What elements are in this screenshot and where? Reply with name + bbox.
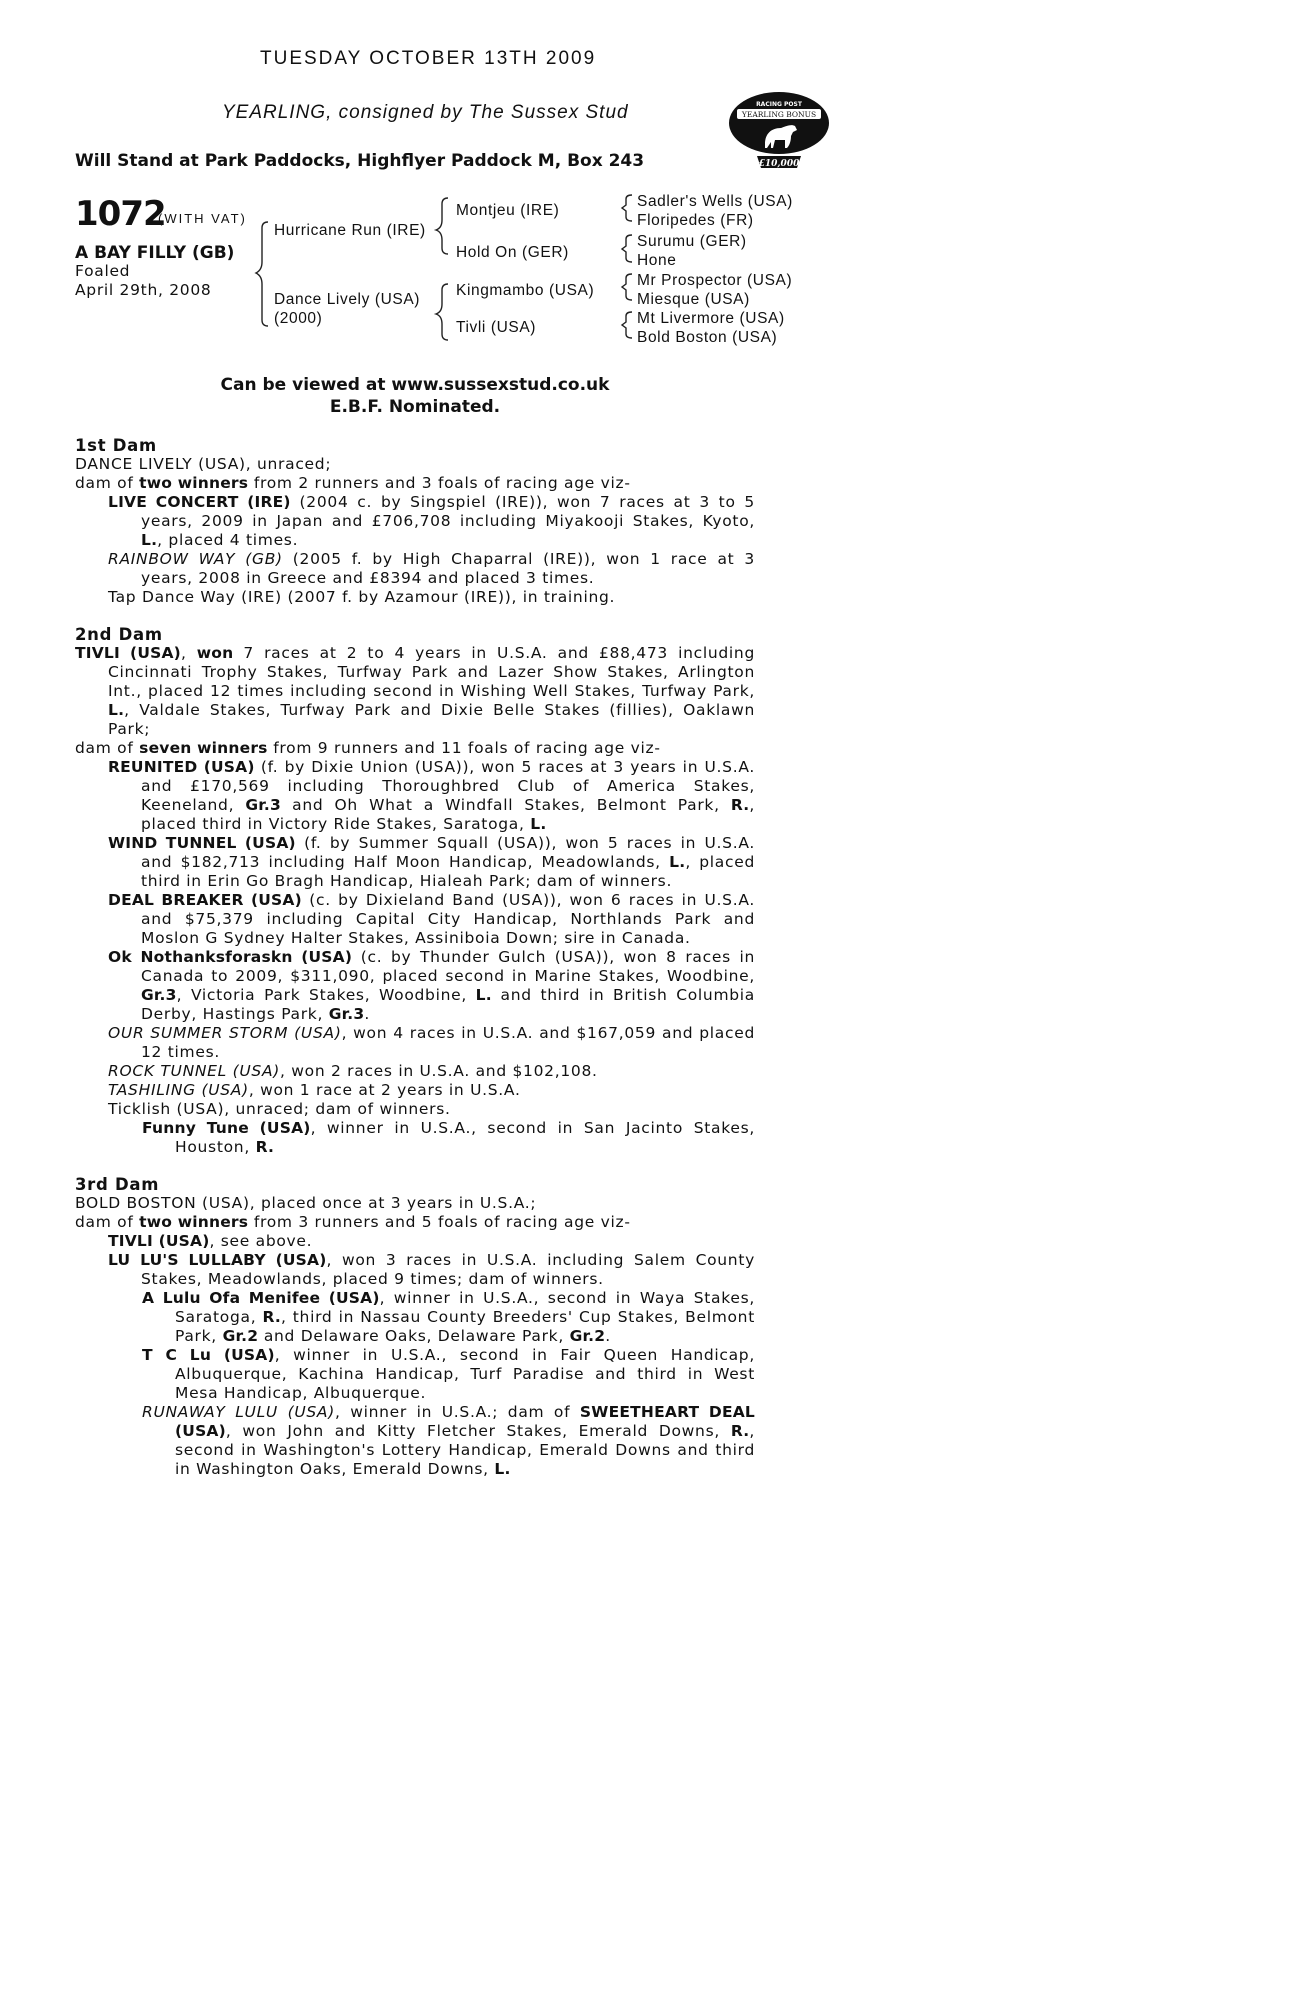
pedigree-g6: Miesque (USA) <box>637 291 750 308</box>
list-item: Tap Dance Way (IRE) (2007 f. by Azamour (IRE)), in training. <box>108 588 616 606</box>
list-item: Ok Nothanksforaskn (USA) (c. by Thunder Gulch (USA)), won 8 races in Canada to 2009, $311,090, placed second in Marine Stakes, Woodbine, Gr.3, Victoria Park Stakes, Woodbine, L. and third in British Columbia Derby, Hastings Park, Gr.3. <box>108 948 755 1023</box>
list-item: TIVLI (USA), see above. <box>108 1232 313 1250</box>
list-item: DEAL BREAKER (USA) (c. by Dixieland Band (USA)), won 6 races in U.S.A. and $75,379 including Capital City Handicap, Northlands Park and Moslon G Sydney Halter Stakes, Assiniboia Down; sire in Canada. <box>108 891 755 947</box>
list-item: A Lulu Ofa Menifee (USA), winner in U.S.A., second in Waya Stakes, Saratoga, R., third in Nassau County Breeders' Cup Stakes, Belmont Park, Gr.2 and Delaware Oaks, Delaware Park, Gr.2. <box>142 1289 755 1345</box>
sale-date: TUESDAY OCTOBER 13TH 2009 <box>260 48 597 69</box>
pedigree-sire-sire: Montjeu (IRE) <box>456 202 560 219</box>
list-item: Ticklish (USA), unraced; dam of winners. <box>108 1100 451 1118</box>
third-dam-line: BOLD BOSTON (USA), placed once at 3 years in U.S.A.; <box>75 1194 537 1212</box>
list-item: Funny Tune (USA), winner in U.S.A., second in San Jacinto Stakes, Houston, R. <box>142 1119 756 1156</box>
list-item: RAINBOW WAY (GB) (2005 f. by High Chaparral (IRE)), won 1 race at 3 years, 2008 in Greece and £8394 and placed 3 times. <box>108 550 755 587</box>
viewing-note: Can be viewed at www.sussexstud.co.uk <box>220 375 610 395</box>
pedigree-g1: Sadler's Wells (USA) <box>637 193 793 210</box>
list-item: RUNAWAY LULU (USA), winner in U.S.A.; dam of SWEETHEART DEAL (USA), won John and Kitty Fletcher Stakes, Emerald Downs, R., second in Washington's Lottery Handicap, Emerald Downs and third in Washington Oaks, Emerald Downs, L. <box>142 1403 756 1478</box>
third-dam-heading: 3rd Dam <box>75 1175 160 1194</box>
first-dam-produce-summary: dam of two winners from 2 runners and 3 foals of racing age viz- <box>75 474 631 492</box>
pedigree-sire-dam: Hold On (GER) <box>456 244 569 261</box>
pedigree-g8: Bold Boston (USA) <box>637 329 778 346</box>
foaled-label: Foaled <box>75 262 131 280</box>
catalogue-body <box>75 436 755 1479</box>
pedigree-dam-sire: Kingmambo (USA) <box>456 282 595 299</box>
second-dam-heading: 2nd Dam <box>75 625 163 644</box>
first-dam-line: DANCE LIVELY (USA), unraced; <box>75 455 332 473</box>
list-item: ROCK TUNNEL (USA), won 2 races in U.S.A. and $102,108. <box>108 1062 598 1080</box>
list-item: WIND TUNNEL (USA) (f. by Summer Squall (USA)), won 5 races in U.S.A. and $182,713 including Half Moon Handicap, Meadowlands, L., placed third in Erin Go Bragh Handicap, Hialeah Park; dam of winners. <box>108 834 756 890</box>
list-item: REUNITED (USA) (f. by Dixie Union (USA)), won 5 races at 3 years in U.S.A. and £170,569 including Thoroughbred Club of America Stakes, Keeneland, Gr.3 and Oh What a Windfall Stakes, Belmont Park, R., placed third in Victory Ride Stakes, Saratoga, L. <box>108 758 755 833</box>
pedigree-g2: Floripedes (FR) <box>637 212 754 229</box>
stand-location: Will Stand at Park Paddocks, Highflyer Paddock M, Box 243 <box>75 151 645 171</box>
consignment-line: YEARLING, consigned by The Sussex Stud <box>222 102 629 123</box>
badge-top-text: RACING POST <box>756 101 802 108</box>
first-dam-heading: 1st Dam <box>75 436 157 455</box>
second-dam-line: TIVLI (USA), won 7 races at 2 to 4 years in U.S.A. and £88,473 including Cincinnati Trophy Stakes, Turfway Park and Lazer Show Stakes, Arlington Int., placed 12 times including second in Wishing Well Stakes, Turfway Park, L., Valdale Stakes, Turfway Park and Dixie Belle Stakes (fillies), Oaklawn Park; <box>75 644 755 738</box>
list-item: LU LU'S LULLABY (USA), won 3 races in U.S.A. including Salem County Stakes, Meadowlands, placed 9 times; dam of winners. <box>108 1251 755 1288</box>
pedigree-dam-year: (2000) <box>274 310 323 327</box>
second-dam-produce-summary: dam of seven winners from 9 runners and 11 foals of racing age viz- <box>75 739 661 757</box>
vat-note: (WITH VAT) <box>158 211 247 226</box>
pedigree-sire: Hurricane Run (IRE) <box>274 222 426 239</box>
ebf-note: E.B.F. Nominated. <box>329 397 501 417</box>
pedigree-g3: Surumu (GER) <box>637 233 747 250</box>
badge-amount: £10,000 <box>758 159 800 169</box>
list-item: TASHILING (USA), won 1 race at 2 years in U.S.A. <box>108 1081 521 1099</box>
pedigree-dam-dam: Tivli (USA) <box>456 319 537 336</box>
pedigree-g5: Mr Prospector (USA) <box>637 272 793 289</box>
third-dam-produce-summary: dam of two winners from 3 runners and 5 foals of racing age viz- <box>75 1213 631 1231</box>
list-item: T C Lu (USA), winner in U.S.A., second in Fair Queen Handicap, Albuquerque, Kachina Handicap, Turf Paradise and third in West Mesa Handicap, Albuquerque. <box>142 1346 755 1402</box>
list-item: OUR SUMMER STORM (USA), won 4 races in U.S.A. and $167,059 and placed 12 times. <box>108 1024 755 1061</box>
list-item: LIVE CONCERT (IRE) (2004 c. by Singspiel (IRE)), won 7 races at 3 to 5 years, 2009 in Japan and £706,708 including Miyakooji Stakes, Kyoto, L., placed 4 times. <box>108 493 755 549</box>
badge-middle-text: YEARLING BONUS <box>741 110 817 119</box>
lot-number: 1072 <box>75 194 166 234</box>
pedigree-g4: Hone <box>637 252 677 269</box>
pedigree-g7: Mt Livermore (USA) <box>637 310 785 327</box>
pedigree-dam: Dance Lively (USA) <box>274 291 421 308</box>
lot-name: A BAY FILLY (GB) <box>75 243 235 263</box>
foaled-date: April 29th, 2008 <box>75 281 212 299</box>
